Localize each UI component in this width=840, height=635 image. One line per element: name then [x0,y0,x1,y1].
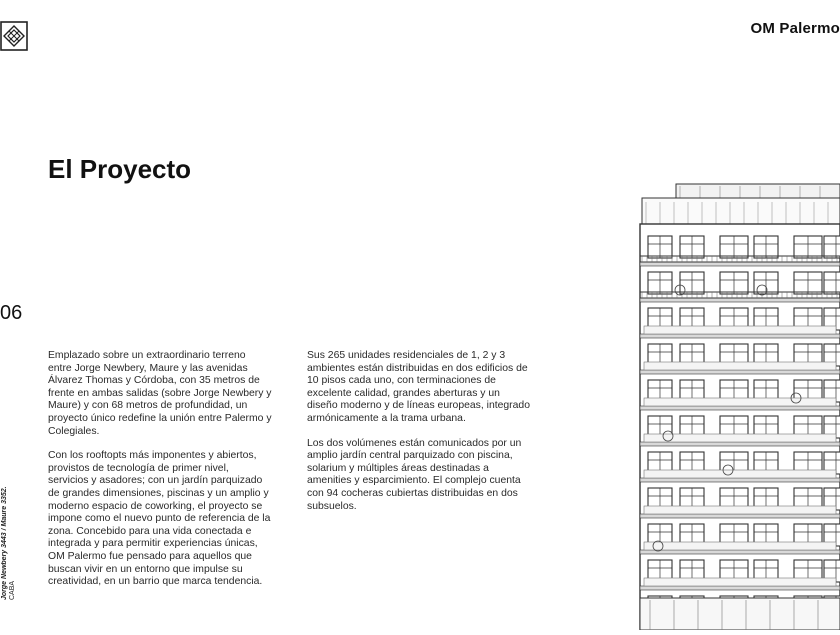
balcony-railing [644,542,836,550]
section-title: El Proyecto [48,154,192,184]
floor-slab [640,442,840,446]
floor-slab [640,406,840,410]
balcony-railing [644,506,836,514]
paragraph: Los dos volúmenes están comunicados por un amplio jardín central parquizado con piscina, solarium y múltiples áreas destinadas a amenities y esparcimiento. El complejo cuenta con 94 cocheras cubiertas distribuidas en dos subsuelos. [307,437,522,512]
floor-slab [640,262,840,266]
floor-slab [640,334,840,338]
floor-slab [640,586,840,590]
floor-slab [640,514,840,518]
rooftop-level [642,198,840,224]
paragraph: Con los rooftopts más imponentes y abiertos, provistos de tecnología de primer nivel, servicios y asadores; con un jardín parquizado de grandes dimensiones, piscinas y un amplio y moderno espacio de coworking, el proyecto se impone como el nuevo punto de referencia de la zona. Concebido para una vida conectada e integrada y para permitir experiencias únicas, OM Palermo fue pensado para aquellos que buscan vivir en un entorno que impulse su creatividad, en un barrio que marca tendencia. [48,450,271,588]
ground-floor [640,598,840,630]
page-number: 06 [0,302,23,324]
city-line: CABA [9,580,16,600]
roof-parapet [676,184,840,198]
balcony-railing [644,362,836,370]
building-facade-drawing [636,180,840,630]
window [824,236,840,258]
window [824,272,840,294]
paragraph: Sus 265 unidades residenciales de 1, 2 y 3 ambientes están distribuidas en dos edificios de 10 pisos cada uno, con terminaciones de excelente calidad, grandes aberturas y un diseño moderno y de líneas europeas, integrado armónicamente a la trama urbana. [307,350,530,424]
brand-name: OM Palermo [750,20,840,37]
balcony-railing [644,326,836,334]
address-line: Jorge Newbery 3443 / Maure 3352. [1,486,8,600]
diamond-grid-logo-icon [0,21,28,51]
logo [0,21,28,51]
balcony-railing [644,470,836,478]
floor-slab [640,298,840,302]
balcony-railing [644,578,836,586]
address-caption [1,460,16,600]
floor-slab [640,370,840,374]
text-column-1 [48,350,272,601]
balcony-railing [644,398,836,406]
floor-slab [640,478,840,482]
paragraph: Emplazado sobre un extraordinario terreno entre Jorge Newbery, Maure y las avenidas Álvarez Thomas y Córdoba, con 35 metros de frente en ambas salidas (sobre Jorge Newbery y Maure) y con 68 metros de profundidad, un proyecto único redefine la unión entre Palermo y Colegiales. [48,350,272,437]
floor-slab [640,550,840,554]
text-column-2 [307,350,531,525]
building-illustration [636,180,840,630]
